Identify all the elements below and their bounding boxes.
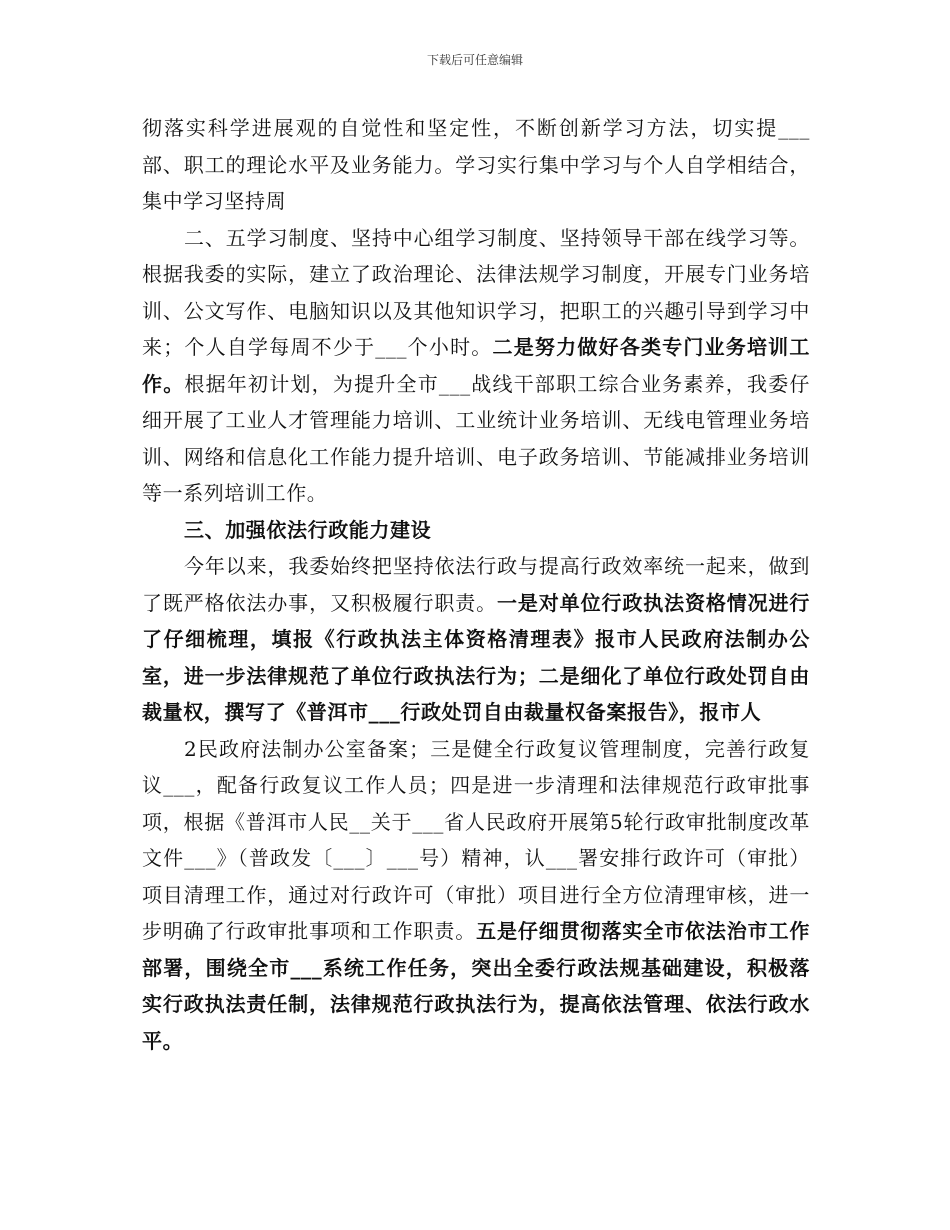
paragraph-4: [142, 548, 810, 731]
document-body: [142, 110, 810, 1059]
paragraph-1: [142, 110, 810, 220]
paragraph-text: 二、五学习制度、坚持中心组学习制度、坚持领导干部在线学习等。根据我委的实际，建立了政治理论、法律法规学习制度，开展专门业务培训、公文写作、电脑知识以及其他知识学习，把职工的兴趣引导到学习中来；个人自学每周不少于___个小时。: [142, 225, 810, 359]
section-heading: 三、加强依法行政能力建设: [184, 517, 432, 542]
paragraph-2: [142, 220, 810, 512]
paragraph-bold-text: 一是对单位行政执法资格情况进行了仔细梳理，填报《行政执法主体资格清理表》报市人民政府法制办公室，进一步法律规范了单位行政执法行为；二是细化了单位行政处罚自由裁量权，撰写了《普洱市___行政处罚自由裁量权备案报告》，报市人: [142, 590, 811, 724]
page-header: 下载后可任意编辑: [426, 53, 523, 67]
paragraph-text: 今年以来，我委始终把坚持依法行政与提高行政效率统一起来，做到了既严格依法办事，又积极履行职责。: [142, 554, 810, 615]
paragraph-text: 根据年初计划，为提升全市___战线干部职工综合业务素养，我委仔细开展了工业人才管理能力培训、工业统计业务培训、无线电管理业务培训、网络和信息化工作能力提升培训、电子政务培训、节能减排业务培训等一系列培训工作。: [142, 371, 810, 505]
paragraph-text: 2民政府法制办公室备案；三是健全行政复议管理制度，完善行政复议___，配备行政复议工作人员；四是进一步清理和法律规范行政审批事项，根据《普洱市人民__关于___省人民政府开展第5轮行政审批制度改革文件___》（普政发〔___〕___号）精神，认___署安排行政许可（审批）项目清理工作，通过对行政许可（审批）项目进行全方位清理审核，进一步明确了行政审批事项和工作职责。: [142, 736, 810, 943]
paragraph-bold-text: 五是仔细贯彻落实全市依法治市工作部署，围绕全市___系统工作任务，突出全委行政法规基础建设，积极落实行政执法责任制，法律规范行政执法行为，提高依法管理、依法行政水平。: [142, 919, 810, 1053]
paragraph-5: [142, 731, 810, 1060]
paragraph-text: 彻落实科学进展观的自觉性和坚定性，不断创新学习方法，切实提___部、职工的理论水平及业务能力。学习实行集中学习与个人自学相结合，集中学习坚持周: [142, 116, 810, 213]
paragraph-bold-text: 二是努力做好各类专门业务培训工作。: [142, 335, 810, 396]
